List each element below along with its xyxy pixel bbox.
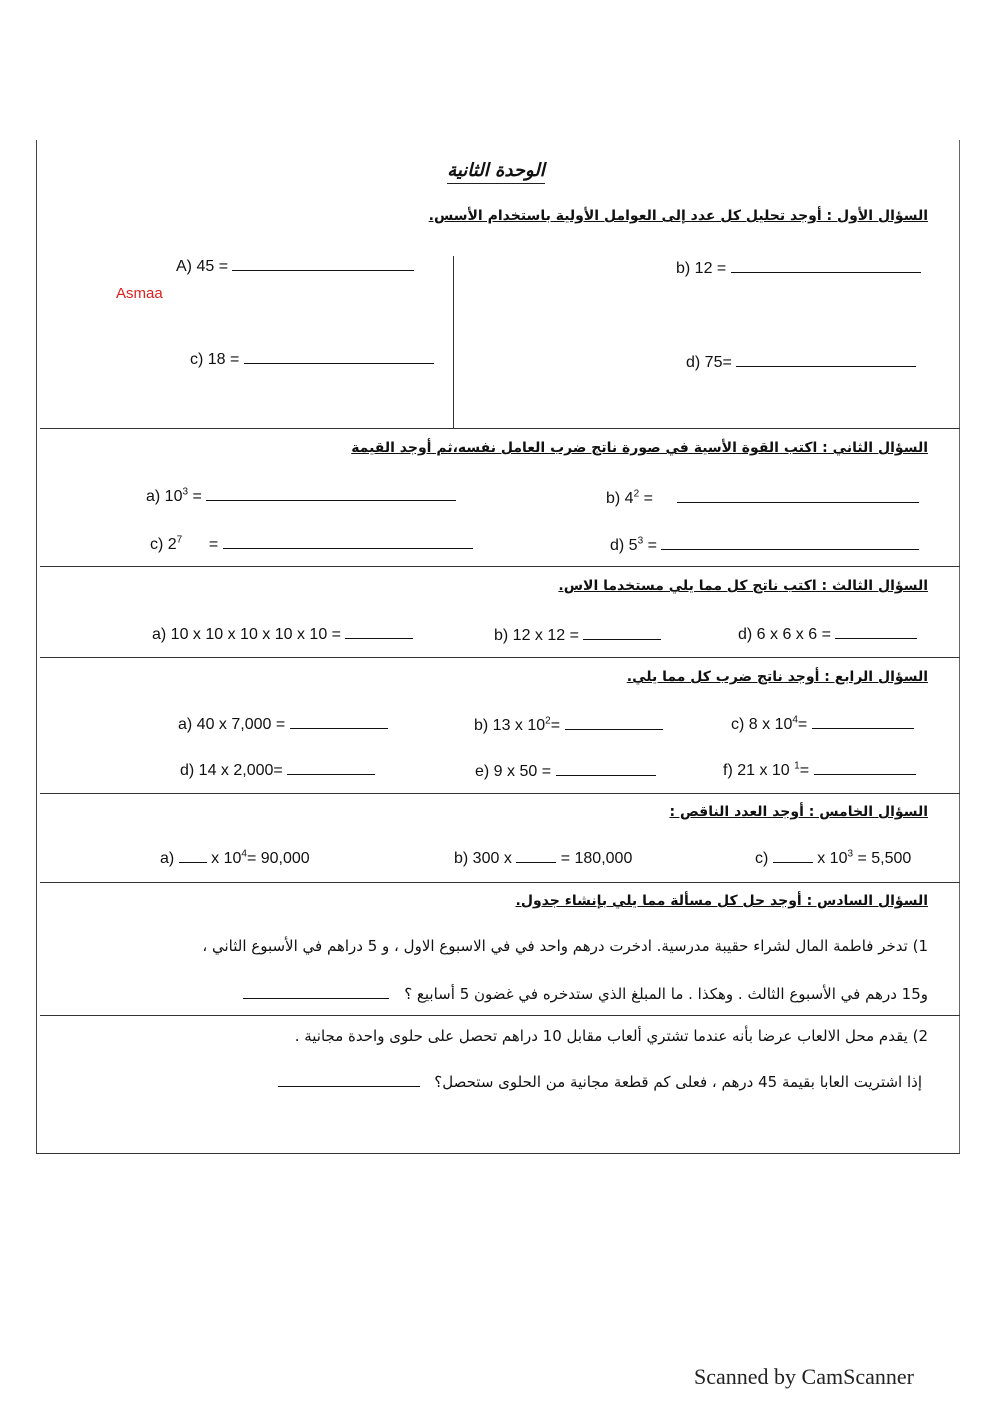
- answer-blank[interactable]: [179, 848, 207, 863]
- answer-blank[interactable]: [278, 1072, 420, 1087]
- section-divider: [40, 428, 960, 429]
- q4-heading: السؤال الرابع : أوجد ناتج ضرب كل مما يلي.: [626, 669, 928, 685]
- section-divider: [40, 566, 960, 567]
- q3-item-b: b) 12 x 12 =: [494, 625, 661, 645]
- answer-blank[interactable]: [232, 256, 414, 271]
- q6-problem-1-line-2: و15 درهم في الأسبوع الثالث . وهكذا . ما المبلغ الذي ستدخره في غضون 5 أسابيع ؟: [243, 984, 928, 1003]
- answer-blank[interactable]: [812, 714, 914, 729]
- student-name: Asmaa: [116, 285, 163, 302]
- section-divider: [40, 1015, 960, 1016]
- section-divider: [40, 657, 960, 658]
- q6-problem-2-line-2: إذا اشتريت العابا بقيمة 45 درهم ، فعلى كم قطعة مجانية من الحلوى ستحصل؟: [278, 1072, 923, 1091]
- section-divider: [40, 793, 960, 794]
- q4-item-a: a) 40 x 7,000 =: [178, 714, 388, 734]
- answer-blank[interactable]: [661, 535, 919, 550]
- answer-blank[interactable]: [287, 760, 375, 775]
- section-divider: [40, 882, 960, 883]
- answer-blank[interactable]: [516, 848, 556, 863]
- q6-problem-2-line-1: 2) يقدم محل الالعاب عرضا بأنه عندما تشتري ألعاب مقابل 10 دراهم تحصل على حلوى واحدة مجانية .: [294, 1027, 928, 1045]
- q3-heading: السؤال الثالث : اكتب ناتج كل مما يلي مستخدما الاس.: [558, 578, 928, 594]
- answer-blank[interactable]: [556, 761, 656, 776]
- answer-blank[interactable]: [565, 715, 663, 730]
- q2-item-a: a) $10^3$ =: [146, 486, 456, 506]
- q4-item-d: d) 14 x 2,000=: [180, 760, 375, 780]
- q4-item-b: b) 13 x $10^2=$: [474, 715, 663, 735]
- answer-blank[interactable]: [773, 848, 813, 863]
- q1-divider: [453, 256, 454, 428]
- answer-blank[interactable]: [677, 488, 919, 503]
- page-title: الوحدة الثانية: [0, 160, 992, 181]
- q5-item-a: a) x $10^4= 90,000$: [160, 848, 310, 867]
- q5-item-b: b) 300 x = 180,000: [454, 850, 633, 867]
- q4-item-c: c) 8 x $10^4=$: [731, 714, 914, 734]
- q3-item-d: d) 6 x 6 x 6 =: [738, 624, 917, 644]
- answer-blank[interactable]: [345, 624, 413, 639]
- q2-item-c: c) $2^7$ =: [150, 534, 473, 554]
- answer-blank[interactable]: [736, 352, 916, 367]
- answer-blank[interactable]: [290, 714, 388, 729]
- scanner-watermark: Scanned by CamScanner: [694, 1364, 914, 1389]
- answer-blank[interactable]: [244, 349, 434, 364]
- q3-item-a: a) 10 x 10 x 10 x 10 x 10 =: [152, 624, 413, 644]
- answer-blank[interactable]: [206, 486, 456, 501]
- answer-blank[interactable]: [731, 258, 921, 273]
- q2-item-b: b) $4^2$ =: [606, 488, 919, 508]
- q5-item-c: c) x $10^3 = 5,500$: [755, 848, 912, 867]
- q1-item-c: c) 18 =: [190, 349, 434, 369]
- q5-heading: السؤال الخامس : أوجد العدد الناقص :: [669, 804, 928, 820]
- answer-blank[interactable]: [814, 760, 916, 775]
- answer-blank[interactable]: [243, 984, 389, 999]
- worksheet-bottom-border: [36, 1153, 960, 1154]
- answer-blank[interactable]: [835, 624, 917, 639]
- q6-problem-1-line-1: 1) تدخر فاطمة المال لشراء حقيبة مدرسية. ادخرت درهم واحد في في الاسبوع الاول ، و 5 دراهم في الأسبوع الثاني ،: [202, 937, 928, 955]
- q4-item-f: f) 21 x 10 $^1$=: [723, 760, 916, 780]
- q1-item-a: A) 45 =: [176, 256, 414, 276]
- q6-heading: السؤال السادس : أوجد حل كل مسألة مما يلي بإنشاء جدول.: [515, 893, 928, 909]
- q1-heading: السؤال الأول : أوجد تحليل كل عدد إلى العوامل الأولية باستخدام الأسس.: [428, 208, 928, 224]
- answer-blank[interactable]: [583, 625, 661, 640]
- q4-item-e: e) 9 x 50 =: [475, 761, 656, 781]
- q1-item-b: b) 12 =: [676, 258, 921, 278]
- q1-item-d: d) 75=: [686, 352, 916, 372]
- q2-item-d: d) $5^3$ =: [610, 535, 919, 555]
- answer-blank[interactable]: [223, 534, 473, 549]
- q2-heading: السؤال الثاني : اكتب القوة الأسية في صورة ناتج ضرب العامل نفسه،ثم أوجد القيمة: [351, 440, 928, 456]
